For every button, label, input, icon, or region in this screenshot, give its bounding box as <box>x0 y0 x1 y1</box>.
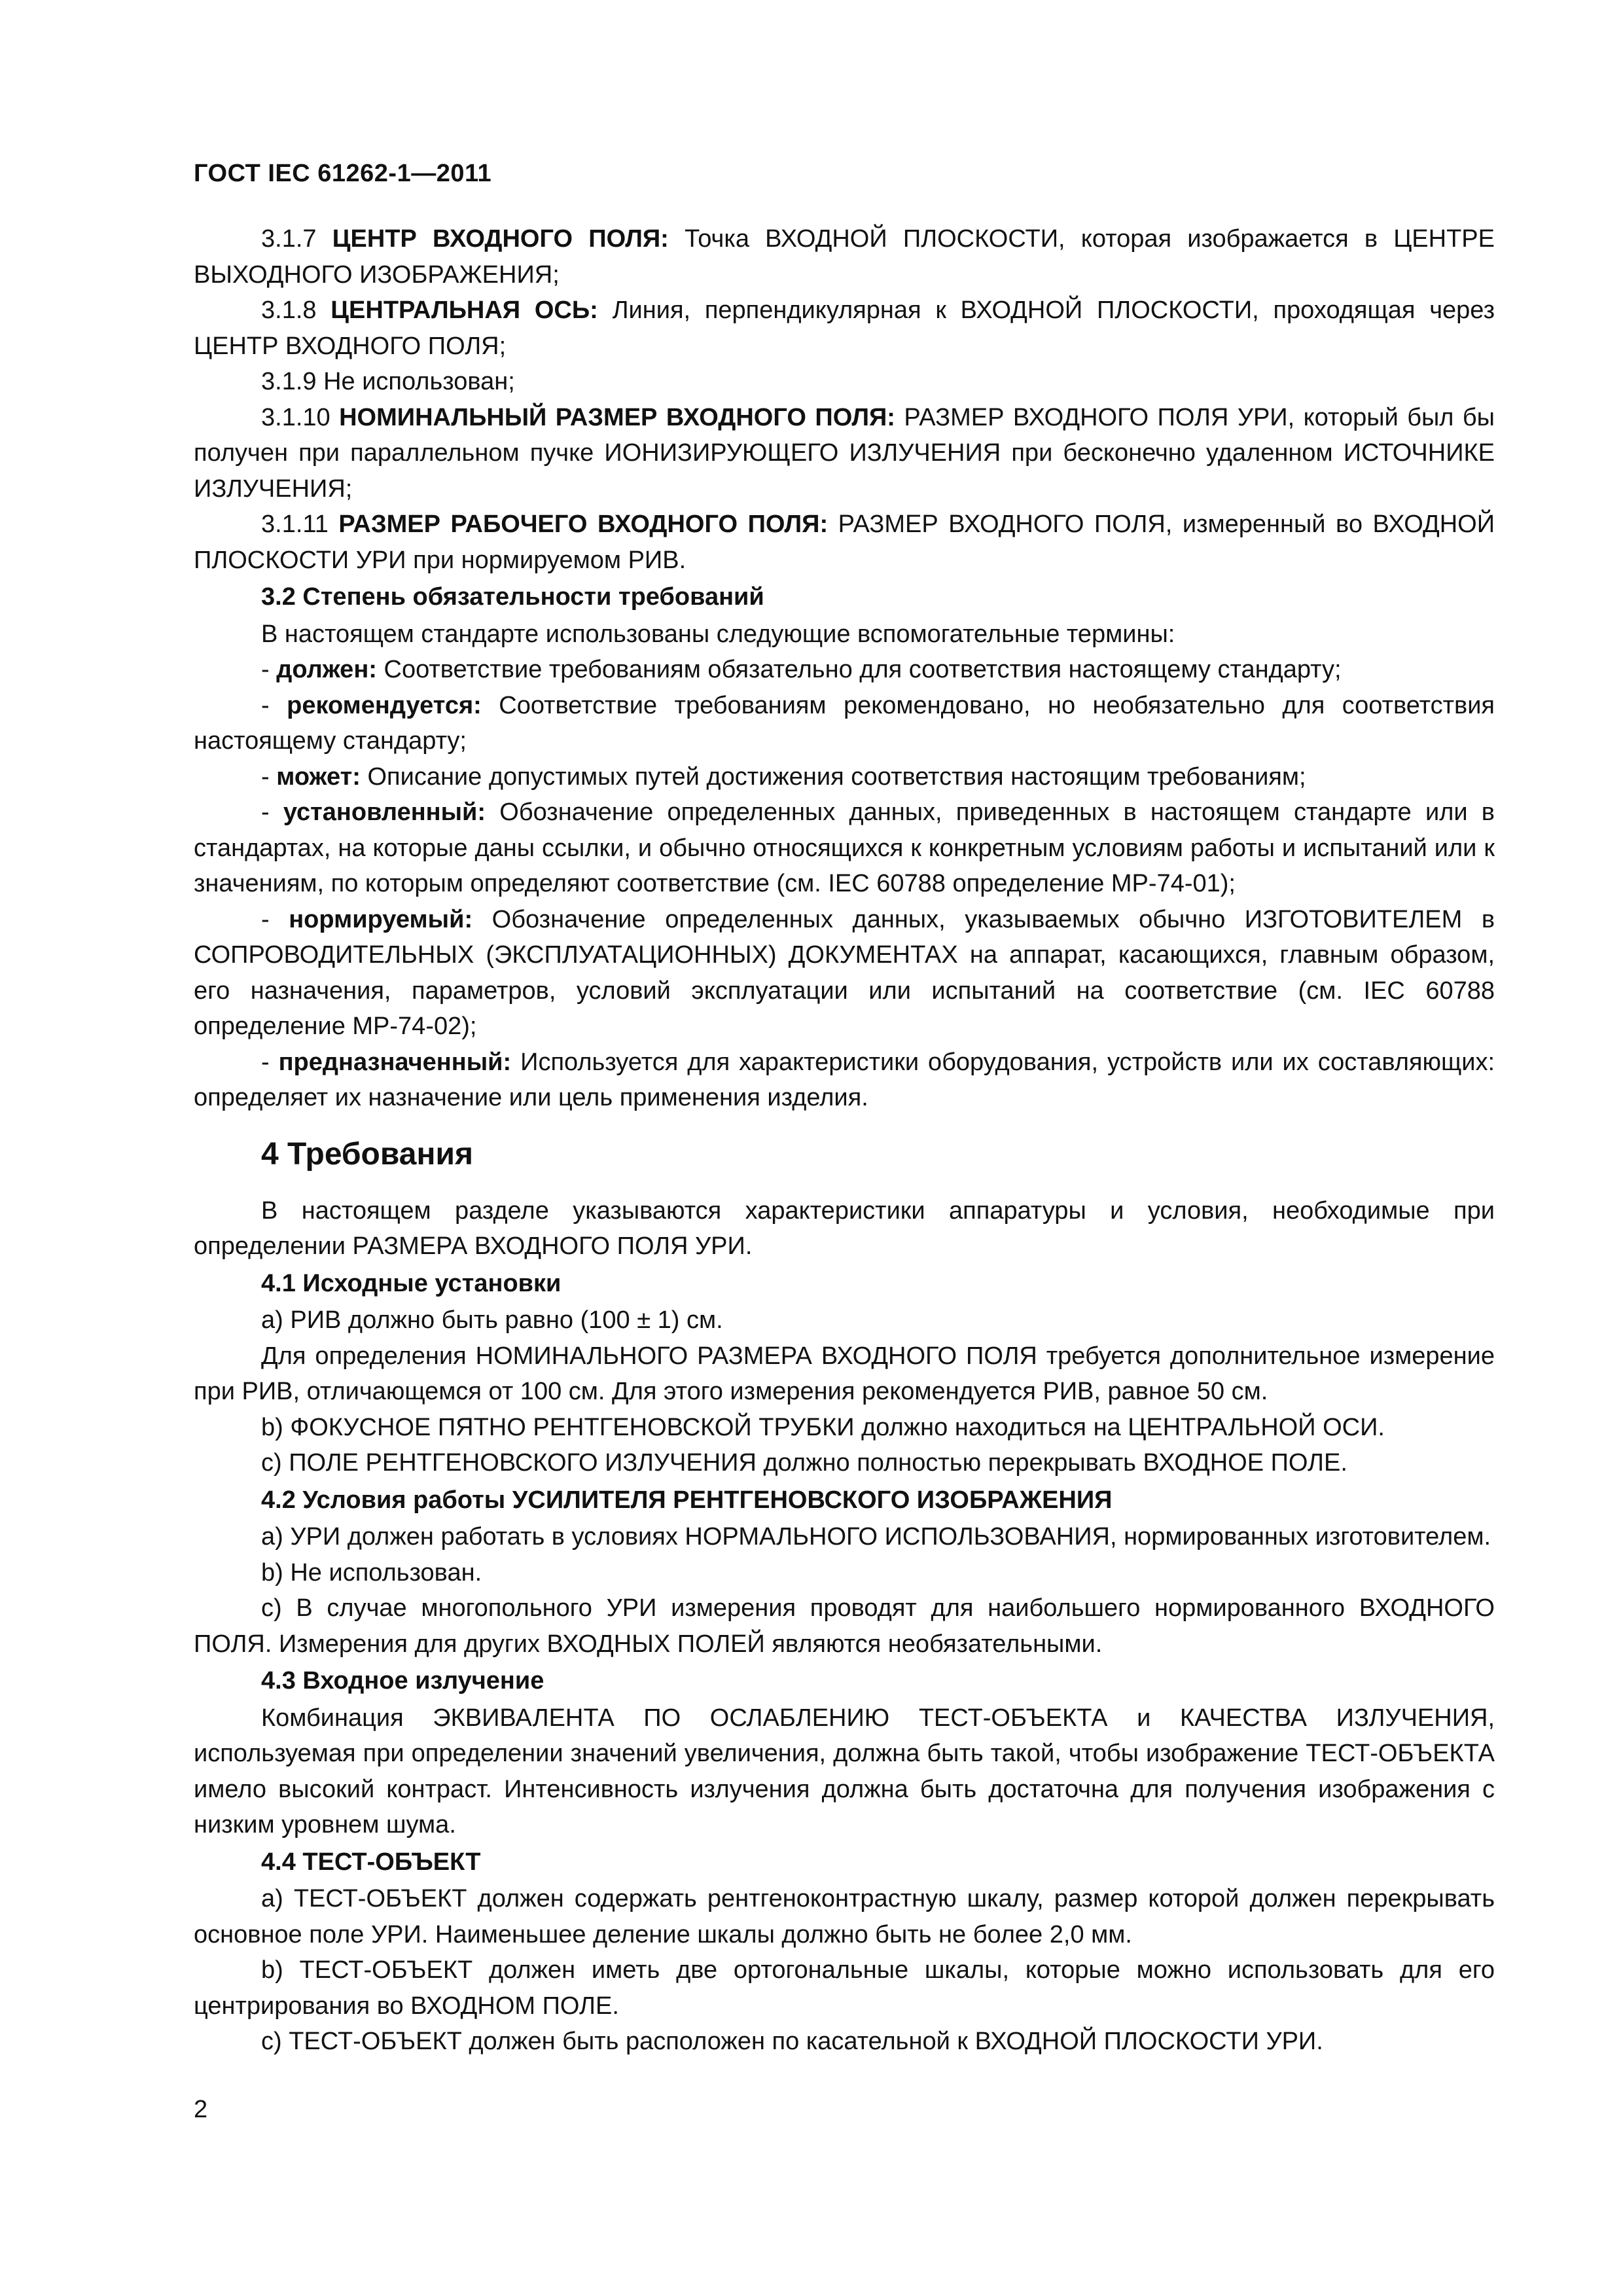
term-label: предназначенный: <box>278 1048 512 1076</box>
section-3-2-title: 3.2 Степень обязательности требований <box>261 583 764 611</box>
term-text: Соответствие требованиям обязательно для соответствия настоящему стандарту; <box>383 656 1342 683</box>
paragraph: c) В случае многопольного УРИ измерения проводят для наибольшего нормированного ВХОДНОГО ПОЛЯ. Измерения для других ВХОДНЫХ ПОЛЕЙ являются необязательными. <box>194 1594 1495 1658</box>
term-text: Соответствие требованиям рекомендовано, но необязательно для соответствия настоящему стандарту; <box>194 691 1495 755</box>
section-4-4-title: 4.4 ТЕСТ-ОБЪЕКТ <box>261 1848 481 1876</box>
definition-number: 3.1.7 <box>261 225 317 253</box>
term-label: может: <box>276 762 361 791</box>
definition-term: ЦЕНТР ВХОДНОГО ПОЛЯ: <box>332 225 669 253</box>
definition-3-1-11 <box>194 507 1495 578</box>
section-4-2-title: 4.2 Условия работы УСИЛИТЕЛЯ РЕНТГЕНОВСКОГО ИЗОБРАЖЕНИЯ <box>261 1486 1113 1514</box>
definition-3-1-9: 3.1.9 Не использован; <box>261 368 515 395</box>
section-4-intro: В настоящем разделе указываются характеристики аппаратуры и условия, необходимые при определении РАЗМЕРА ВХОДНОГО ПОЛЯ УРИ. <box>194 1196 1495 1260</box>
paragraph: b) ФОКУСНОЕ ПЯТНО РЕНТГЕНОВСКОЙ ТРУБКИ должно находиться на ЦЕНТРАЛЬНОЙ ОСИ. <box>261 1413 1385 1441</box>
term-item: - установленный: Обозначение определенных данных, приведенных в настоящем стандарте или в стандартах, на которые даны ссылки, и обычно относящихся к конкретным условиям работы и испытаний или к значениям, по которым определяют соответствие (см. IEC 60788 определение МР-74-01); <box>194 798 1495 897</box>
definition-number: 3.1.11 <box>261 511 329 538</box>
definition-term: НОМИНАЛЬНЫЙ РАЗМЕР ВХОДНОГО ПОЛЯ: <box>339 403 895 431</box>
term-item: - может: Описание допустимых путей достижения соответствия настоящим требованиям; <box>261 762 1306 791</box>
paragraph: c) ПОЛЕ РЕНТГЕНОВСКОГО ИЗЛУЧЕНИЯ должно полностью перекрывать ВХОДНОЕ ПОЛЕ. <box>261 1449 1347 1477</box>
section-4-heading: 4 Требования <box>261 1136 473 1172</box>
section-3-2-intro: В настоящем стандарте использованы следующие вспомогательные термины: <box>261 620 1175 648</box>
paragraph: Для определения НОМИНАЛЬНОГО РАЗМЕРА ВХОДНОГО ПОЛЯ требуется дополнительное измерение при РИВ, отличающемся от 100 см. Для этого измерения рекомендуется РИВ, равное 50 см. <box>194 1342 1495 1405</box>
definition-term: ЦЕНТРАЛЬНАЯ ОСЬ: <box>330 296 598 324</box>
term-label: должен: <box>276 656 377 683</box>
term-item: - должен: Соответствие требованиям обязательно для соответствия настоящему стандарту; <box>261 656 1342 683</box>
definition-3-1-8 <box>194 293 1495 364</box>
term-text: Используется для характеристики оборудования, устройств или их составляющих: определяет их назначение или цель применения изделия. <box>194 1048 1495 1111</box>
definition-3-1-10 <box>194 400 1495 507</box>
term-item: - нормируемый: Обозначение определенных данных, указываемых обычно ИЗГОТОВИТЕЛЕМ в СОПРОВОДИТЕЛЬНЫХ (ЭКСПЛУАТАЦИОННЫХ) ДОКУМЕНТАХ на аппарат, касающихся, главным образом, его назначения, параметров, условий эксплуатации или испытаний на соответствие (см. IEC 60788 определение МР-74-02); <box>194 905 1495 1040</box>
term-text: Обозначение определенных данных, приведенных в настоящем стандарте или в стандартах, на которые даны ссылки, и обычно относящихся к конкретным условиям работы и испытаний или к значениям, по которым определяют соответствие (см. IEC 60788 определение МР-74-01); <box>194 798 1495 897</box>
page-number: 2 <box>194 2096 208 2123</box>
paragraph: c) ТЕСТ-ОБЪЕКТ должен быть расположен по касательной к ВХОДНОЙ ПЛОСКОСТИ УРИ. <box>261 2028 1323 2055</box>
definition-number: 3.1.8 <box>261 296 317 324</box>
term-label: нормируемый: <box>289 905 473 933</box>
definition-text: Линия, перпендикулярная к ВХОДНОЙ ПЛОСКОСТИ, проходящая через ЦЕНТР ВХОДНОГО ПОЛЯ; <box>194 296 1495 360</box>
paragraph: а) ТЕСТ-ОБЪЕКТ должен содержать рентгеноконтрастную шкалу, размер которой должен перекрывать основное поле УРИ. Наименьшее деление шкалы должно быть не более 2,0 мм. <box>194 1885 1495 1948</box>
paragraph: Комбинация ЭКВИВАЛЕНТА ПО ОСЛАБЛЕНИЮ ТЕСТ-ОБЪЕКТА и КАЧЕСТВА ИЗЛУЧЕНИЯ, используемая при определении значений увеличения, должна быть такой, чтобы изображение ТЕСТ-ОБЪЕКТА имело высокий контраст. Интенсивность излучения должна быть достаточна для получения изображения с низким уровнем шума. <box>194 1704 1495 1839</box>
term-item: - предназначенный: Используется для характеристики оборудования, устройств или их составляющих: определяет их назначение или цель применения изделия. <box>194 1048 1495 1111</box>
paragraph: b) ТЕСТ-ОБЪЕКТ должен иметь две ортогональные шкалы, которые можно использовать для его центрирования во ВХОДНОМ ПОЛЕ. <box>194 1956 1495 2020</box>
definition-number: 3.1.10 <box>261 403 330 431</box>
paragraph: а) РИВ должно быть равно (100 ± 1) см. <box>261 1306 723 1334</box>
term-item: - рекомендуется: Соответствие требованиям рекомендовано, но необязательно для соответствия настоящему стандарту; <box>194 691 1495 755</box>
term-text: Обозначение определенных данных, указываемых обычно ИЗГОТОВИТЕЛЕМ в СОПРОВОДИТЕЛЬНЫХ (ЭКСПЛУАТАЦИОННЫХ) ДОКУМЕНТАХ на аппарат, касающихся, главным образом, его назначения, параметров, условий эксплуатации или испытаний на соответствие (см. IEC 60788 определение МР-74-02); <box>194 905 1495 1040</box>
document-header: ГОСТ IEC 61262-1—2011 <box>194 160 492 187</box>
definition-term: РАЗМЕР РАБОЧЕГО ВХОДНОГО ПОЛЯ: <box>338 511 829 538</box>
page-content <box>194 221 1495 2060</box>
definition-text: РАЗМЕР ВХОДНОГО ПОЛЯ, измеренный во ВХОДНОЙ ПЛОСКОСТИ УРИ при нормируемом РИВ. <box>194 511 1495 574</box>
paragraph: b) Не использован. <box>261 1558 482 1587</box>
term-label: рекомендуется: <box>287 691 482 719</box>
term-label: установленный: <box>283 798 486 826</box>
definition-3-1-7 <box>194 221 1495 293</box>
paragraph: а) УРИ должен работать в условиях НОРМАЛЬНОГО ИСПОЛЬЗОВАНИЯ, нормированных изготовителем. <box>261 1523 1491 1551</box>
definition-text: РАЗМЕР ВХОДНОГО ПОЛЯ УРИ, который был бы получен при параллельном пучке ИОНИЗИРУЮЩЕГО ИЗЛУЧЕНИЯ при бесконечно удаленном ИСТОЧНИКЕ ИЗЛУЧЕНИЯ; <box>194 403 1495 503</box>
definition-text: Точка ВХОДНОЙ ПЛОСКОСТИ, которая изображается в ЦЕНТРЕ ВЫХОДНОГО ИЗОБРАЖЕНИЯ; <box>194 225 1495 289</box>
section-4-1-title: 4.1 Исходные установки <box>261 1269 562 1297</box>
term-text: Описание допустимых путей достижения соответствия настоящим требованиям; <box>367 762 1306 791</box>
section-4-3-title: 4.3 Входное излучение <box>261 1667 544 1695</box>
